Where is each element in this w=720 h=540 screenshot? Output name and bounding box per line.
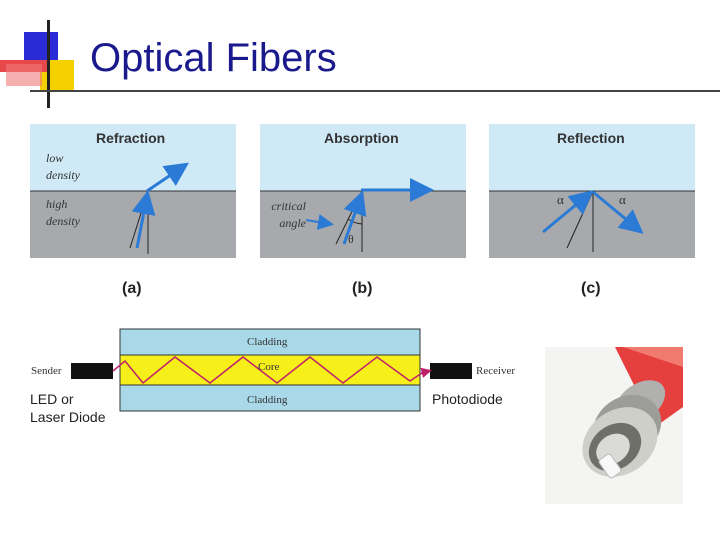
panel-c-label: (c) [581,280,601,297]
fiber-connector-photo [545,347,683,504]
panel-b-label: (b) [352,280,373,297]
cladding-top-label: Cladding [247,336,288,348]
photodiode-label: Photodiode [432,391,503,407]
low-density-label: low density [46,151,80,182]
absorption-panel [260,124,466,258]
sender-label: Sender [31,365,62,377]
theta-label: θ [348,232,354,246]
refraction-panel [30,124,236,258]
page-title: Optical Fibers [90,36,337,80]
critical-angle-label: critical angle [271,199,306,230]
alpha-left-label: α [557,192,564,207]
reflection-heading: Reflection [557,130,625,146]
panel-a-label: (a) [122,280,142,297]
led-laser-label: LED or Laser Diode [30,391,106,425]
reflection-panel [489,124,695,258]
receiver-label: Receiver [476,365,516,377]
refraction-heading: Refraction [96,130,166,146]
alpha-right-label: α [619,192,626,207]
core-label: Core [258,361,280,373]
cladding-bottom-label: Cladding [247,394,288,406]
high-density-label: high density [46,197,80,228]
absorption-heading: Absorption [324,130,399,146]
